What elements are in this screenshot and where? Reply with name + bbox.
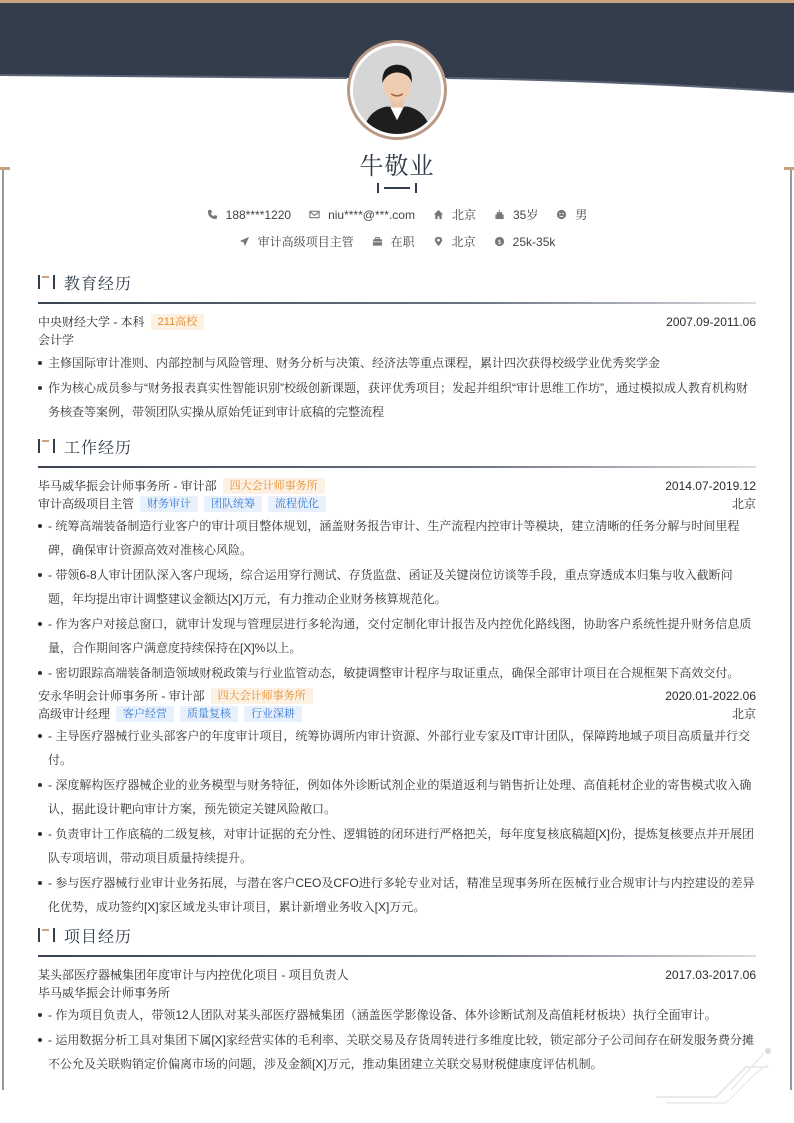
avatar-frame bbox=[347, 40, 447, 140]
job-role: 审计高级项目主管 bbox=[38, 497, 135, 511]
major: 会计学 bbox=[38, 333, 75, 347]
city-text: 北京 bbox=[451, 208, 476, 222]
cake-icon bbox=[494, 209, 505, 220]
gender-icon bbox=[556, 209, 567, 220]
education-date: 2007.09-2011.06 bbox=[666, 315, 756, 329]
projects-header bbox=[38, 923, 756, 947]
right-border-line bbox=[790, 170, 792, 1090]
list-item: - 运用数据分析工具对集团下属[X]家经营实体的毛利率、关联交易及存货周转进行多维度比较，锁定部分子公司间存在研发服务费分摊不公允及关联购销定价偏离市场的问题，涉及金额[X]万元，推动集团建立关联交易财税健康度评估机制。 bbox=[38, 1028, 756, 1076]
education-title: 教育经历 bbox=[64, 275, 133, 293]
salary-text: 25k-35k bbox=[512, 234, 556, 249]
skill-tag: 质量复核 bbox=[180, 706, 238, 722]
project-date: 2017.03-2017.06 bbox=[665, 968, 756, 982]
section-mark-icon bbox=[38, 928, 56, 942]
skill-tag: 团队统筹 bbox=[204, 496, 262, 512]
svg-text:$: $ bbox=[497, 237, 502, 246]
job-entry bbox=[38, 477, 756, 685]
job-role: 高级审计经理 bbox=[38, 707, 111, 721]
job-entry bbox=[38, 687, 756, 919]
list-item: - 作为客户对接总窗口，就审计发现与管理层进行多轮沟通，交付定制化审计报告及内控优化路线图，协助客户系统性提升财务信息质量，合作期间客户满意度持续保持在[X]%以上。 bbox=[38, 612, 756, 660]
education-bullets bbox=[38, 351, 756, 424]
skill-tag: 客户经营 bbox=[116, 706, 174, 722]
skill-tag: 流程优化 bbox=[268, 496, 326, 512]
target-position-item bbox=[239, 233, 354, 250]
section-mark-icon bbox=[38, 439, 56, 453]
education-major-row bbox=[38, 331, 756, 349]
status-item bbox=[372, 233, 415, 250]
job-city: 北京 bbox=[731, 707, 756, 721]
education-section bbox=[38, 270, 756, 424]
phone-text: 188****1220 bbox=[225, 207, 292, 222]
list-item: 主修国际审计准则、内部控制与风险管理、财务分析与决策、经济法等重点课程，累计四次获得校级学业优秀奖学金 bbox=[38, 351, 756, 375]
name-divider-mark bbox=[377, 182, 417, 194]
list-item: - 负责审计工作底稿的二级复核，对审计证据的充分性、逻辑链的闭环进行严格把关，每年度复核底稿超[X]份，提炼复核要点并开展团队专项培训，带动项目质量持续提升。 bbox=[38, 822, 756, 870]
target-city-text: 北京 bbox=[451, 235, 476, 249]
company-tag: 四大会计师事务所 bbox=[211, 688, 313, 704]
job-head bbox=[38, 687, 756, 705]
list-item: 作为核心成员参与“财务报表真实性智能识别”校级创新课题，获评优秀项目；发起并组织“审计思维工作坊”，通过模拟成人教育机构财务核查等案例，带领团队实操从原始凭证到审计底稿的完整流程 bbox=[38, 376, 756, 424]
phone-icon bbox=[207, 209, 218, 220]
job-bullets bbox=[38, 724, 756, 919]
company-tag: 四大会计师事务所 bbox=[223, 478, 325, 494]
age-text: 35岁 bbox=[512, 208, 539, 222]
job-date: 2020.01-2022.06 bbox=[665, 689, 756, 703]
age-item bbox=[494, 206, 538, 223]
target-position-text: 审计高级项目主管 bbox=[257, 235, 354, 249]
project-head bbox=[38, 966, 756, 984]
list-item: - 作为项目负责人，带领12人团队对某头部医疗器械集团（涵盖医学影像设备、体外诊断试剂及高值耗材板块）执行全面审计。 bbox=[38, 1003, 756, 1027]
projects-title: 项目经历 bbox=[64, 928, 133, 946]
projects-section bbox=[38, 923, 756, 1076]
left-border-line bbox=[2, 170, 4, 1090]
salary-item bbox=[494, 233, 556, 250]
avatar bbox=[353, 46, 441, 134]
status-text: 在职 bbox=[390, 235, 415, 249]
home-icon bbox=[433, 209, 444, 220]
education-entry-head bbox=[38, 313, 756, 331]
company-name: 毕马威华振会计师事务所 - 审计部 bbox=[38, 479, 217, 493]
project-org: 毕马威华振会计师事务所 bbox=[38, 986, 171, 1000]
project-name: 某头部医疗器械集团年度审计与内控优化项目 - 项目负责人 bbox=[38, 968, 349, 982]
mail-icon bbox=[309, 209, 320, 220]
list-item: - 主导医疗器械行业头部客户的年度审计项目，统筹协调所内审计资源、外部行业专家及IT审计团队，保障跨地域子项目高质量并行交付。 bbox=[38, 724, 756, 772]
job-head bbox=[38, 477, 756, 495]
education-header bbox=[38, 270, 756, 294]
school-tag: 211高校 bbox=[151, 314, 205, 330]
school-name: 中央财经大学 - 本科 bbox=[38, 315, 145, 329]
job-role-row bbox=[38, 705, 756, 723]
gender-item bbox=[556, 206, 587, 223]
money-icon bbox=[494, 236, 505, 247]
work-header bbox=[38, 434, 756, 458]
email-item bbox=[309, 206, 415, 223]
skill-tag: 财务审计 bbox=[140, 496, 198, 512]
project-bullets bbox=[38, 1003, 756, 1076]
job-intent-row bbox=[0, 233, 794, 250]
city-item bbox=[433, 206, 476, 223]
project-org-row bbox=[38, 984, 756, 1002]
list-item: - 深度解构医疗器械企业的业务模型与财务特征，例如体外诊断试剂企业的渠道返利与销售折让处理、高值耗材企业的寄售模式收入确认，据此设计靶向审计方案，预先锁定关键风险敞口。 bbox=[38, 773, 756, 821]
email-text: niu****@***.com bbox=[328, 207, 415, 222]
briefcase-icon bbox=[372, 236, 383, 247]
candidate-name: 牛敬业 bbox=[359, 153, 435, 180]
contact-row bbox=[0, 206, 794, 223]
job-bullets bbox=[38, 514, 756, 685]
phone-item bbox=[207, 206, 291, 223]
corner-decoration bbox=[656, 1045, 776, 1105]
location-icon bbox=[433, 236, 444, 247]
send-icon bbox=[239, 236, 250, 247]
list-item: - 密切跟踪高端装备制造领域财税政策与行业监管动态，敏捷调整审计程序与取证重点，确保全部审计项目在合规框架下高效交付。 bbox=[38, 661, 756, 685]
work-section bbox=[38, 434, 756, 919]
list-item: - 带领6-8人审计团队深入客户现场，综合运用穿行测试、存货监盘、函证及关键岗位访谈等手段，重点穿透成本归集与收入截断问题，年均提出审计调整建议金额达[X]万元，有力推动企业财务核算规范化。 bbox=[38, 563, 756, 611]
list-item: - 统筹高端装备制造行业客户的审计项目整体规划，涵盖财务报告审计、生产流程内控审计等模块，建立清晰的任务分解与时间里程碑，确保审计资源高效对准核心风险。 bbox=[38, 514, 756, 562]
job-role-row bbox=[38, 495, 756, 513]
gender-text: 男 bbox=[575, 208, 588, 222]
target-city-item bbox=[433, 233, 476, 250]
skill-tag: 行业深耕 bbox=[244, 706, 302, 722]
work-title: 工作经历 bbox=[64, 439, 133, 457]
job-date: 2014.07-2019.12 bbox=[665, 479, 756, 493]
section-mark-icon bbox=[38, 275, 56, 289]
list-item: - 参与医疗器械行业审计业务拓展，与潜在客户CEO及CFO进行多轮专业对话，精准呈现事务所在医械行业合规审计与内控建设的差异化优势，成功签约[X]家区域龙头审计项目，累计新增业务收入[X]万元。 bbox=[38, 871, 756, 919]
job-city: 北京 bbox=[731, 497, 756, 511]
company-name: 安永华明会计师事务所 - 审计部 bbox=[38, 689, 205, 703]
